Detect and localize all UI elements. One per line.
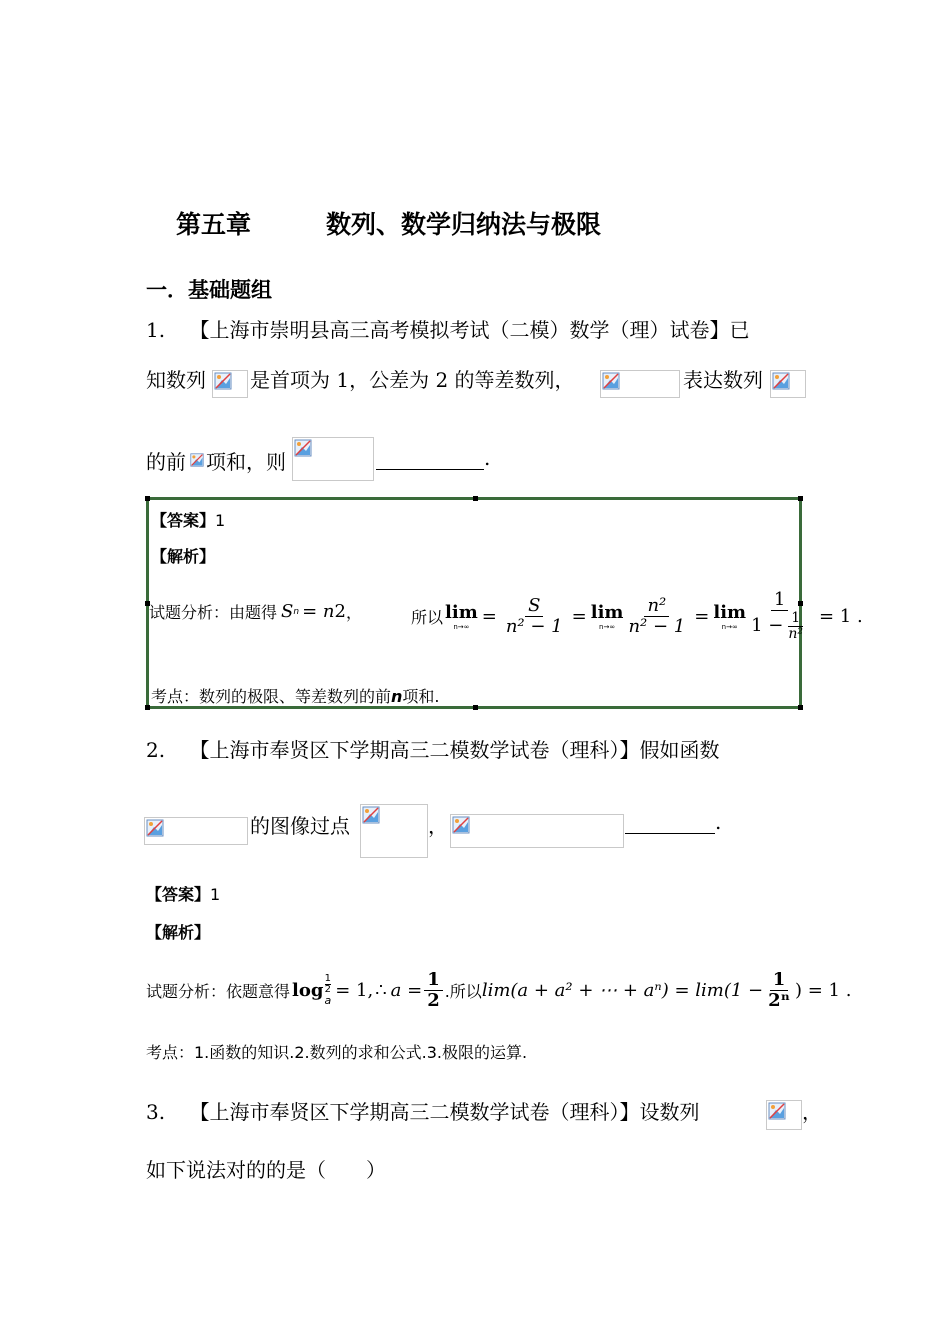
analysis-comma: ， bbox=[345, 603, 362, 622]
analysis-intro: 试题分析：依题意得 bbox=[146, 981, 291, 1001]
broken-image-icon bbox=[770, 370, 806, 398]
q3-line2: 如下说法对的的是（ ） bbox=[146, 1158, 386, 1182]
q1-line1 bbox=[146, 314, 749, 343]
q1-blank bbox=[376, 446, 490, 470]
fill-blank[interactable] bbox=[376, 449, 484, 470]
resize-handle[interactable] bbox=[798, 496, 803, 501]
half-frac: $\frac{1}{2}$ bbox=[424, 970, 443, 1011]
so-word: .所以 bbox=[444, 981, 482, 1001]
broken-image-icon bbox=[766, 1100, 802, 1130]
q1-line3a: 的前 bbox=[146, 450, 186, 474]
q2-line2a: 的图像过点 bbox=[250, 814, 350, 838]
lim-1: lim n→∞ bbox=[445, 601, 478, 631]
q2-source: 【上海市奉贤区下学期高三二模数学试卷（理科）】 bbox=[189, 738, 640, 762]
q1-source: 【上海市崇明县高三高考模拟考试（二模）数学（理）试卷】 bbox=[189, 318, 730, 342]
q2-number: 2. bbox=[146, 738, 166, 762]
q1-line2b: 是首项为 1，公差为 2 的等差数列， bbox=[250, 368, 575, 392]
q2-line1-end: 假如函数 bbox=[639, 738, 720, 762]
sn-symbol: S bbox=[281, 601, 294, 622]
answer-box-1 bbox=[146, 497, 863, 709]
broken-image-icon bbox=[144, 817, 248, 845]
q1-line3b: 项和，则 bbox=[206, 450, 286, 474]
broken-image-icon bbox=[189, 452, 205, 468]
resize-handle[interactable] bbox=[473, 496, 478, 501]
analysis-intro: 试题分析：由题得 bbox=[149, 603, 278, 622]
sn-exp: 2 bbox=[334, 601, 346, 622]
a1-limit-expr: 所以 lim n→∞ = $\frac{S}{\text{n² − 1}}$ = lim n→∞ $\frac{\text{n²}}{\text{n² − 1}}$ = lim n→∞ 1 1 − $\frac{1}{\text{n²}}$ = 1 . bbox=[411, 588, 863, 642]
frac-1: $\frac{S}{\text{n² − 1}}$ bbox=[505, 594, 563, 637]
a1-result: = 1 . bbox=[819, 605, 863, 627]
sn-sub: n bbox=[293, 606, 300, 617]
so-word: 所以 bbox=[411, 607, 444, 627]
resize-handle[interactable] bbox=[798, 705, 803, 710]
a2-answer bbox=[146, 882, 220, 905]
q1-number: 1. bbox=[146, 318, 166, 342]
answer-value: 1 bbox=[215, 511, 226, 530]
broken-image-icon bbox=[360, 804, 428, 858]
a2-analysis-line bbox=[146, 960, 851, 1020]
resize-handle[interactable] bbox=[145, 705, 150, 710]
q1-line2a: 知数列 bbox=[146, 368, 206, 392]
lim-expr: lim(a + a² + ⋯ + aⁿ) = lim(1 − bbox=[481, 979, 764, 1001]
answer-label: 【答案】 bbox=[151, 511, 216, 530]
a1-analysis-line bbox=[149, 600, 362, 623]
a-eq: a = bbox=[390, 979, 423, 1001]
chapter-label: 第五章 bbox=[176, 210, 252, 239]
broken-image-icon bbox=[292, 437, 374, 481]
fill-blank[interactable] bbox=[625, 813, 715, 834]
a1-answer bbox=[151, 508, 225, 531]
q2-line2b: ， bbox=[428, 814, 448, 838]
section-heading: 一．基础题组 bbox=[146, 277, 272, 302]
resize-handle[interactable] bbox=[145, 496, 150, 501]
sn-eq: = n bbox=[302, 601, 335, 622]
resize-handle[interactable] bbox=[473, 705, 478, 710]
a2-kaodian: 考点：1.函数的知识.2.数列的求和公式.3.极限的运算. bbox=[146, 1043, 528, 1062]
q2-blank bbox=[625, 810, 721, 834]
q1-line1-end: 已 bbox=[729, 318, 750, 342]
frac-2n: $\frac{1}{\text{2ⁿ}}$ bbox=[768, 968, 790, 1011]
chapter-title: 数列、数学归纳法与极限 bbox=[326, 210, 602, 239]
q3-number: 3. bbox=[146, 1100, 166, 1124]
q3-comma: ， bbox=[802, 1100, 822, 1124]
q3-line1-end: 设数列 bbox=[639, 1100, 700, 1124]
analysis-label: 【解析】 bbox=[151, 547, 216, 566]
a1-kaodian: 考点：数列的极限、等差数列的前n项和. bbox=[151, 687, 440, 706]
a2-result: ) = 1 . bbox=[794, 979, 852, 1001]
answer-label: 【答案】 bbox=[146, 885, 211, 904]
analysis-label: 【解析】 bbox=[146, 923, 211, 942]
q3-source: 【上海市奉贤区下学期高三二模数学试卷（理科）】 bbox=[189, 1100, 640, 1124]
log-sub: 1 2 a bbox=[324, 973, 332, 1007]
q3-line1 bbox=[146, 1096, 699, 1125]
frac-3: 1 1 − $\frac{1}{\text{n²}}$ bbox=[751, 588, 803, 642]
q2-line1 bbox=[146, 734, 719, 763]
lim-3: lim n→∞ bbox=[713, 601, 747, 631]
eq1: = 1, bbox=[335, 979, 374, 1001]
broken-image-icon bbox=[600, 370, 680, 398]
q1-line2c: 表达数列 bbox=[683, 368, 763, 392]
therefore: ∴ bbox=[375, 979, 387, 1001]
lim-2: lim n→∞ bbox=[590, 601, 624, 631]
q1-period: . bbox=[484, 446, 491, 470]
answer-value: 1 bbox=[210, 885, 221, 904]
log-word: log bbox=[292, 979, 324, 1001]
frac-2: $\frac{\text{n²}}{\text{n² − 1}}$ bbox=[628, 594, 686, 637]
broken-image-icon bbox=[212, 370, 248, 398]
broken-image-icon bbox=[450, 814, 624, 848]
q2-period: . bbox=[715, 810, 722, 834]
